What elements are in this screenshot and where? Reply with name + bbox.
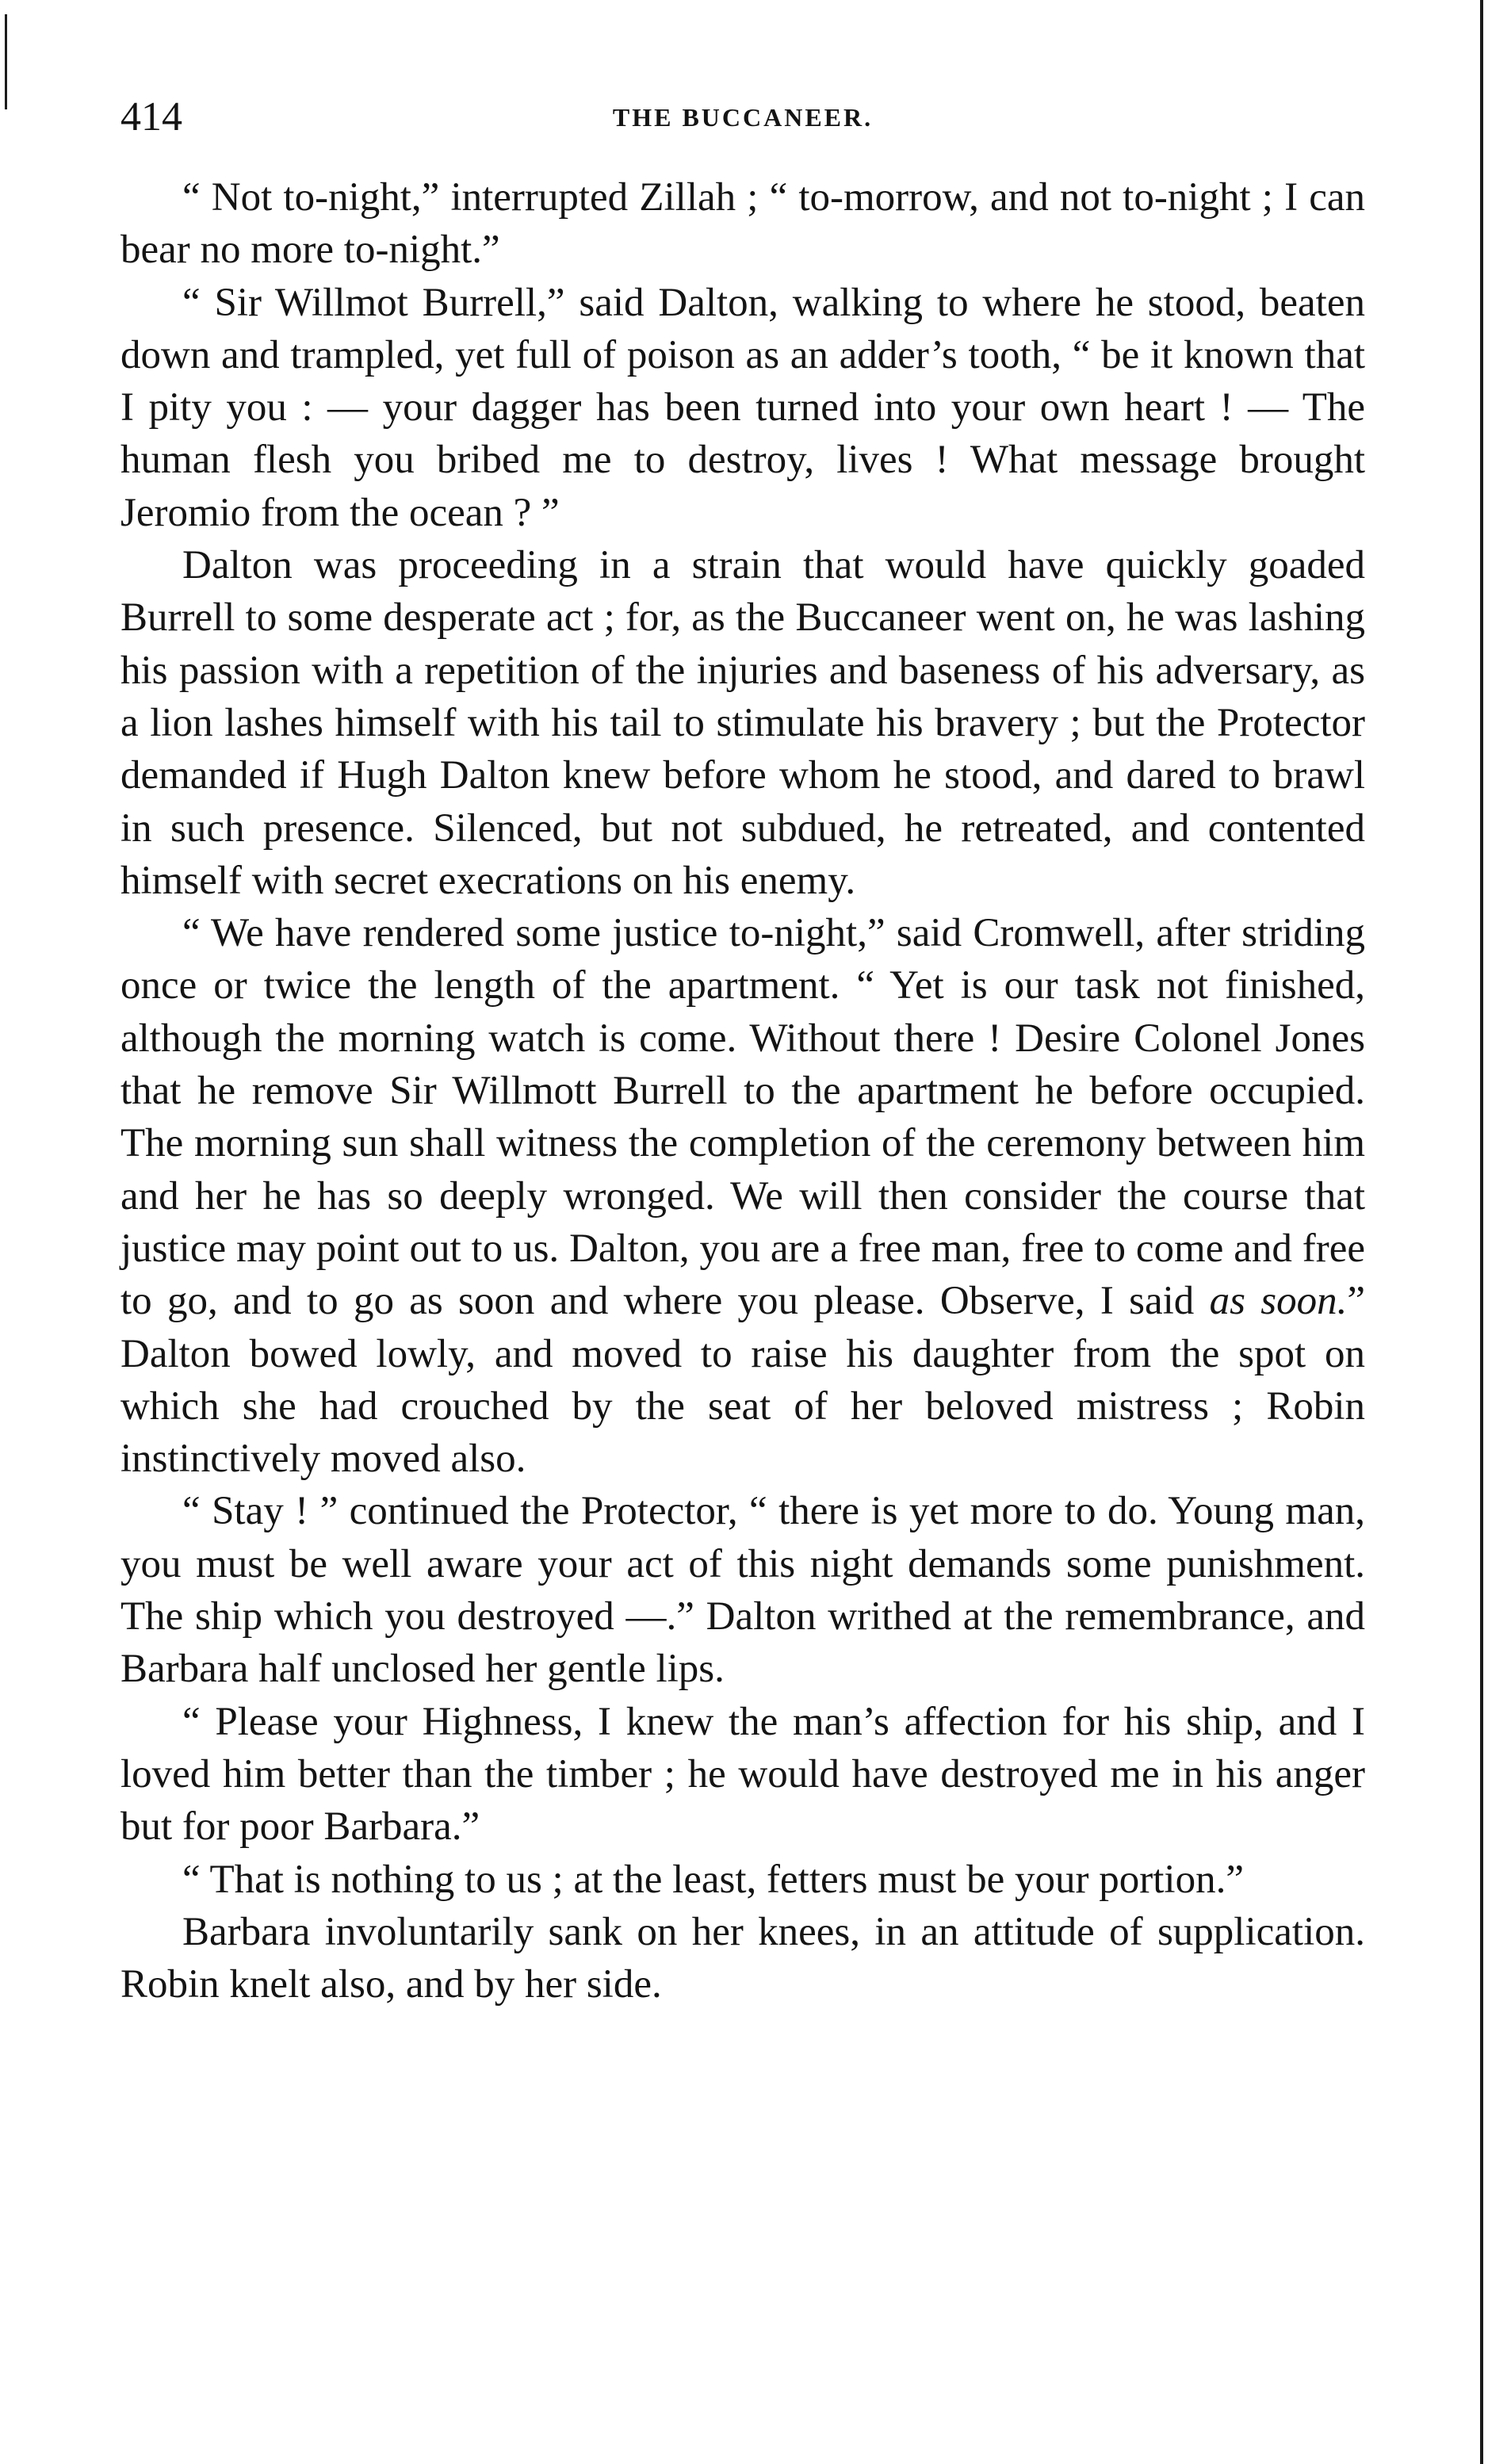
body-text (120, 171, 1365, 2011)
page-edge-line-left (5, 14, 7, 109)
paragraph-1: “ Not to-night,” interrupted Zillah ; “ to-morrow, and not to-night ; I can bear no more to-night.” (120, 175, 1365, 273)
paragraph-7: “ That is nothing to us ; at the least, fetters must be your portion.” (182, 1857, 1244, 1902)
paragraph-3: Dalton was proceeding in a strain that would have quickly goaded Burrell to some desperate act ; for, as the Buccaneer went on, he was lashing his passion with a repetition of the injuries and baseness of his adversary, as a lion lashes himself with his tail to stimulate his bravery ; but the Protector demanded if Hugh Dalton knew before whom he stood, and dared to brawl in such presence. Silenced, but not subdued, he retreated, and contented himself with secret execrations on his enemy. (120, 543, 1365, 903)
paragraph-4 (120, 907, 1365, 1485)
paragraph-5: “ Stay ! ” continued the Protector, “ there is yet more to do. Young man, you must be well aware your act of this night demands some punishment. The ship which you destroyed —.” Dalton writhed at the remembrance, and Barbara half unclosed her gentle lips. (120, 1489, 1365, 1692)
paragraph-4-emphasis: as soon. (1209, 1279, 1348, 1324)
paragraph-6: “ Please your Highness, I knew the man’s affection for his ship, and I loved him better than the timber ; he would have destroyed me in his anger but for poor Barbara.” (120, 1699, 1365, 1850)
page-number: 414 (120, 94, 182, 140)
paragraph-4-text: “ We have rendered some justice to-night,” said Cromwell, after striding once or twice the length of the apartment. “ Yet is our task not finished, although the morning watch is come. Without there ! Desire Colonel Jones that he remove Sir Willmott Burrell to the apartment he before occupied. The morning sun shall witness the completion of the ceremony between him and her he has so deeply wronged. We will then consider the course that justice may point out to us. Dalton, you are a free man, free to come and free to go, and to go as soon and where you please. Observe, I said (120, 911, 1365, 1324)
page-edge-line-right (1480, 0, 1483, 2464)
paragraph-4-continuation: ” Dalton bowed lowly, and moved to raise his daughter from the spot on which she had crouched by the seat of her beloved mistress ; Robin instinctively moved also. (120, 1279, 1366, 1482)
paragraph-8: Barbara involuntarily sank on her knees, in an attitude of supplication. Robin knelt also, and by her side. (120, 1909, 1365, 2007)
paragraph-2: “ Sir Willmot Burrell,” said Dalton, walking to where he stood, beaten down and trampled, yet full of poison as an adder’s tooth, “ be it known that I pity you : — your dagger has been turned into your own heart ! — The human flesh you bribed me to destroy, lives ! What message brought Jeromio from the ocean ? ” (120, 280, 1365, 535)
running-head: THE BUCCANEER. (612, 103, 874, 132)
page-header (120, 94, 1365, 141)
